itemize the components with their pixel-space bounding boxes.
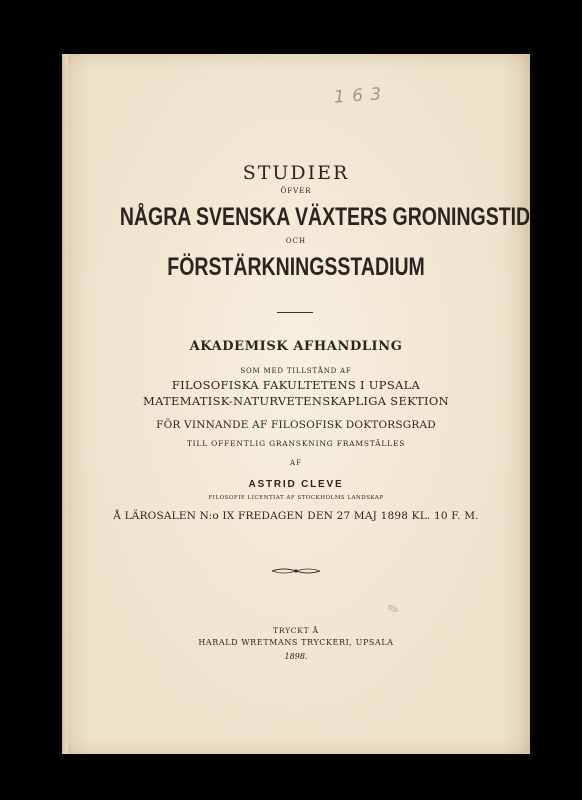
imprint-tryckt: TRYCKT Å (273, 626, 319, 635)
permission-line: SOM MED TILLSTÅND AF (240, 367, 352, 375)
ink-smudge-icon: ✎ (385, 600, 403, 620)
title-connector-och: OCH (285, 237, 307, 245)
dissertation-heading: AKADEMISK AFHANDLING (189, 339, 403, 354)
imprint-printer: HARALD WRETMANS TRYCKERI, UPSALA (198, 638, 394, 647)
title-line-3: FÖRSTÄRKNINGSSTADIUM (167, 253, 425, 281)
author-name: ASTRID CLEVE (248, 479, 344, 490)
title-line-3-wrap (62, 252, 530, 282)
handwritten-note: 1 6 3 (333, 84, 383, 108)
faculty-line-2: MATEMATISK-NATURVETENSKAPLIGA SEKTION (143, 394, 449, 408)
title-line-1: STUDIER (242, 162, 350, 184)
date-place-line: Å LÄROSALEN N:o IX FREDAGEN DEN 27 MAJ 1898 KL. 10 F. M. (113, 510, 479, 522)
title-line-2: NÅGRA SVENSKA VÄXTERS GRONINGSTID (119, 203, 531, 231)
title-connector-ofver: ÖFVER (280, 187, 312, 195)
author-credential: FILOSOFIE LICENTIAT AF STOCKHOLMS LANDSKAP (208, 495, 384, 501)
by-line: AF (290, 459, 302, 467)
title-divider (277, 312, 313, 313)
title-line-2-wrap (62, 202, 530, 232)
imprint-year: 1898. (284, 652, 308, 661)
document-page (62, 54, 530, 754)
purpose-line: FÖR VINNANDE AF FILOSOFISK DOKTORSGRAD (156, 419, 436, 431)
faculty-line-1: FILOSOFISKA FAKULTETENS I UPSALA (171, 378, 421, 392)
examination-line: TILL OFFENTLIG GRANSKNING FRAMSTÄLLES (186, 439, 406, 448)
ornament-divider-icon (270, 566, 322, 576)
